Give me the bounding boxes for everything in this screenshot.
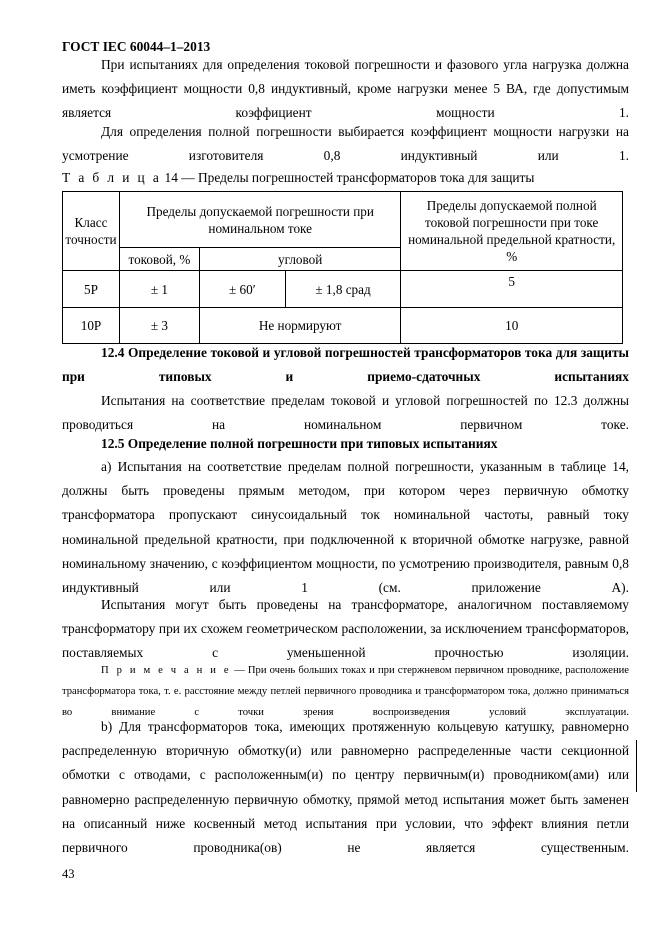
cell-angle-crad: ± 1,8 срад — [285, 271, 401, 308]
cell-angle-minutes: ± 60′ — [199, 271, 285, 308]
section-12-4-paragraph: Испытания на соответствие пределам токовой и угловой погрешностей по 12.3 должны проводиться на номинальном первичном токе. — [62, 393, 629, 433]
header-limits-rated-current: Пределы допускаемой погрешности при номинальном токе — [119, 192, 400, 248]
header-current-error: токовой, % — [119, 248, 199, 271]
intro-paragraph-2: Для определения полной погрешности выбирается коэффициент мощности нагрузки на усмотрение изготовителя 0,8 индуктивный или 1. — [62, 124, 629, 164]
section-12-4-title: 12.4 Определение токовой и угловой погрешностей трансформаторов тока для защиты при типовых и приемо-сдаточных испытаниях — [62, 345, 629, 385]
section-12-5-title: 12.5 Определение полной погрешности при типовых испытаниях — [101, 436, 498, 451]
table-caption-prefix: Т а б л и ц а — [62, 170, 162, 185]
table-caption-text: 14 — Пределы погрешностей трансформаторов тока для защиты — [161, 170, 535, 185]
intro-paragraph-1: При испытаниях для определения токовой погрешности и фазового угла нагрузка должна иметь коэффициент мощности 0,8 индуктивный, кроме нагрузки менее 5 ВА, где допустимым является коэффициент мощности 1. — [62, 57, 629, 121]
table-row — [63, 308, 623, 344]
cell-current-error: ± 3 — [119, 308, 199, 344]
table-14 — [62, 191, 623, 344]
table-row — [63, 271, 623, 308]
cell-composite-error: 5 — [401, 271, 623, 308]
note-label: П р и м е ч а н и е — [101, 665, 231, 676]
cell-angle-not-normalized: Не нормируют — [199, 308, 401, 344]
page-number: 43 — [62, 867, 75, 881]
table-caption — [62, 170, 534, 186]
cell-current-error: ± 1 — [119, 271, 199, 308]
section-12-5-item-a: а) Испытания на соответствие пределам полной погрешности, указанным в таблице 14, должны быть проведены прямым методом, при котором через первичную обмотку трансформатора пропускают синусоидальный ток номинальной частоты, равный току номинальной предельной кратности, при подключенной к вторичной обмотке нагрузке, равной номинальному значению, с коэффициентом мощности, по усмотрению производителя, равным 0,8 индуктивный или 1 (см. приложение А). — [62, 459, 629, 596]
header-accuracy-class: Класс точности — [63, 192, 120, 271]
note-text: — При очень больших токах и при стержневом первичном проводнике, расположение трансформатора тока, т. е. расстояние между петлей первичного проводника и трансформатором тока, должно приниматься во внимание с точки зрения воспроизведения условий эксплуатации. — [62, 665, 630, 719]
revision-bar — [636, 740, 637, 792]
header-angular-error: угловой — [199, 248, 401, 271]
cell-composite-error: 10 — [401, 308, 623, 344]
section-12-5-paragraph: Испытания могут быть проведены на трансформаторе, аналогичном поставляемому трансформатору при их схожем геометрическом расположении, за исключением трансформаторов, поставляемых с уменьшенной прочностью изоляции. — [62, 597, 629, 661]
cell-class: 5P — [63, 271, 120, 308]
section-12-5-item-b: b) Для трансформаторов тока, имеющих протяженную кольцевую катушку, равномерно распределенную вторичную обмотку(и) или равномерно распределенные части секционной обмотки с отводами, с расположенным(и) по центру первичным(и) проводником(ами) или равномерно распределенную первичную обмотку, прямой метод испытания может быть заменен на описанный ниже косвенный метод испытания при условии, что эффект влияния петли первичного проводника(ов) не является существенным. — [62, 719, 629, 856]
cell-class: 10P — [63, 308, 120, 344]
header-composite-error-limits: Пределы допускаемой полной токовой погрешности при токе номинальной предельной кратности, % — [401, 192, 623, 271]
document-header: ГОСТ IEC 60044–1–2013 — [62, 39, 211, 54]
